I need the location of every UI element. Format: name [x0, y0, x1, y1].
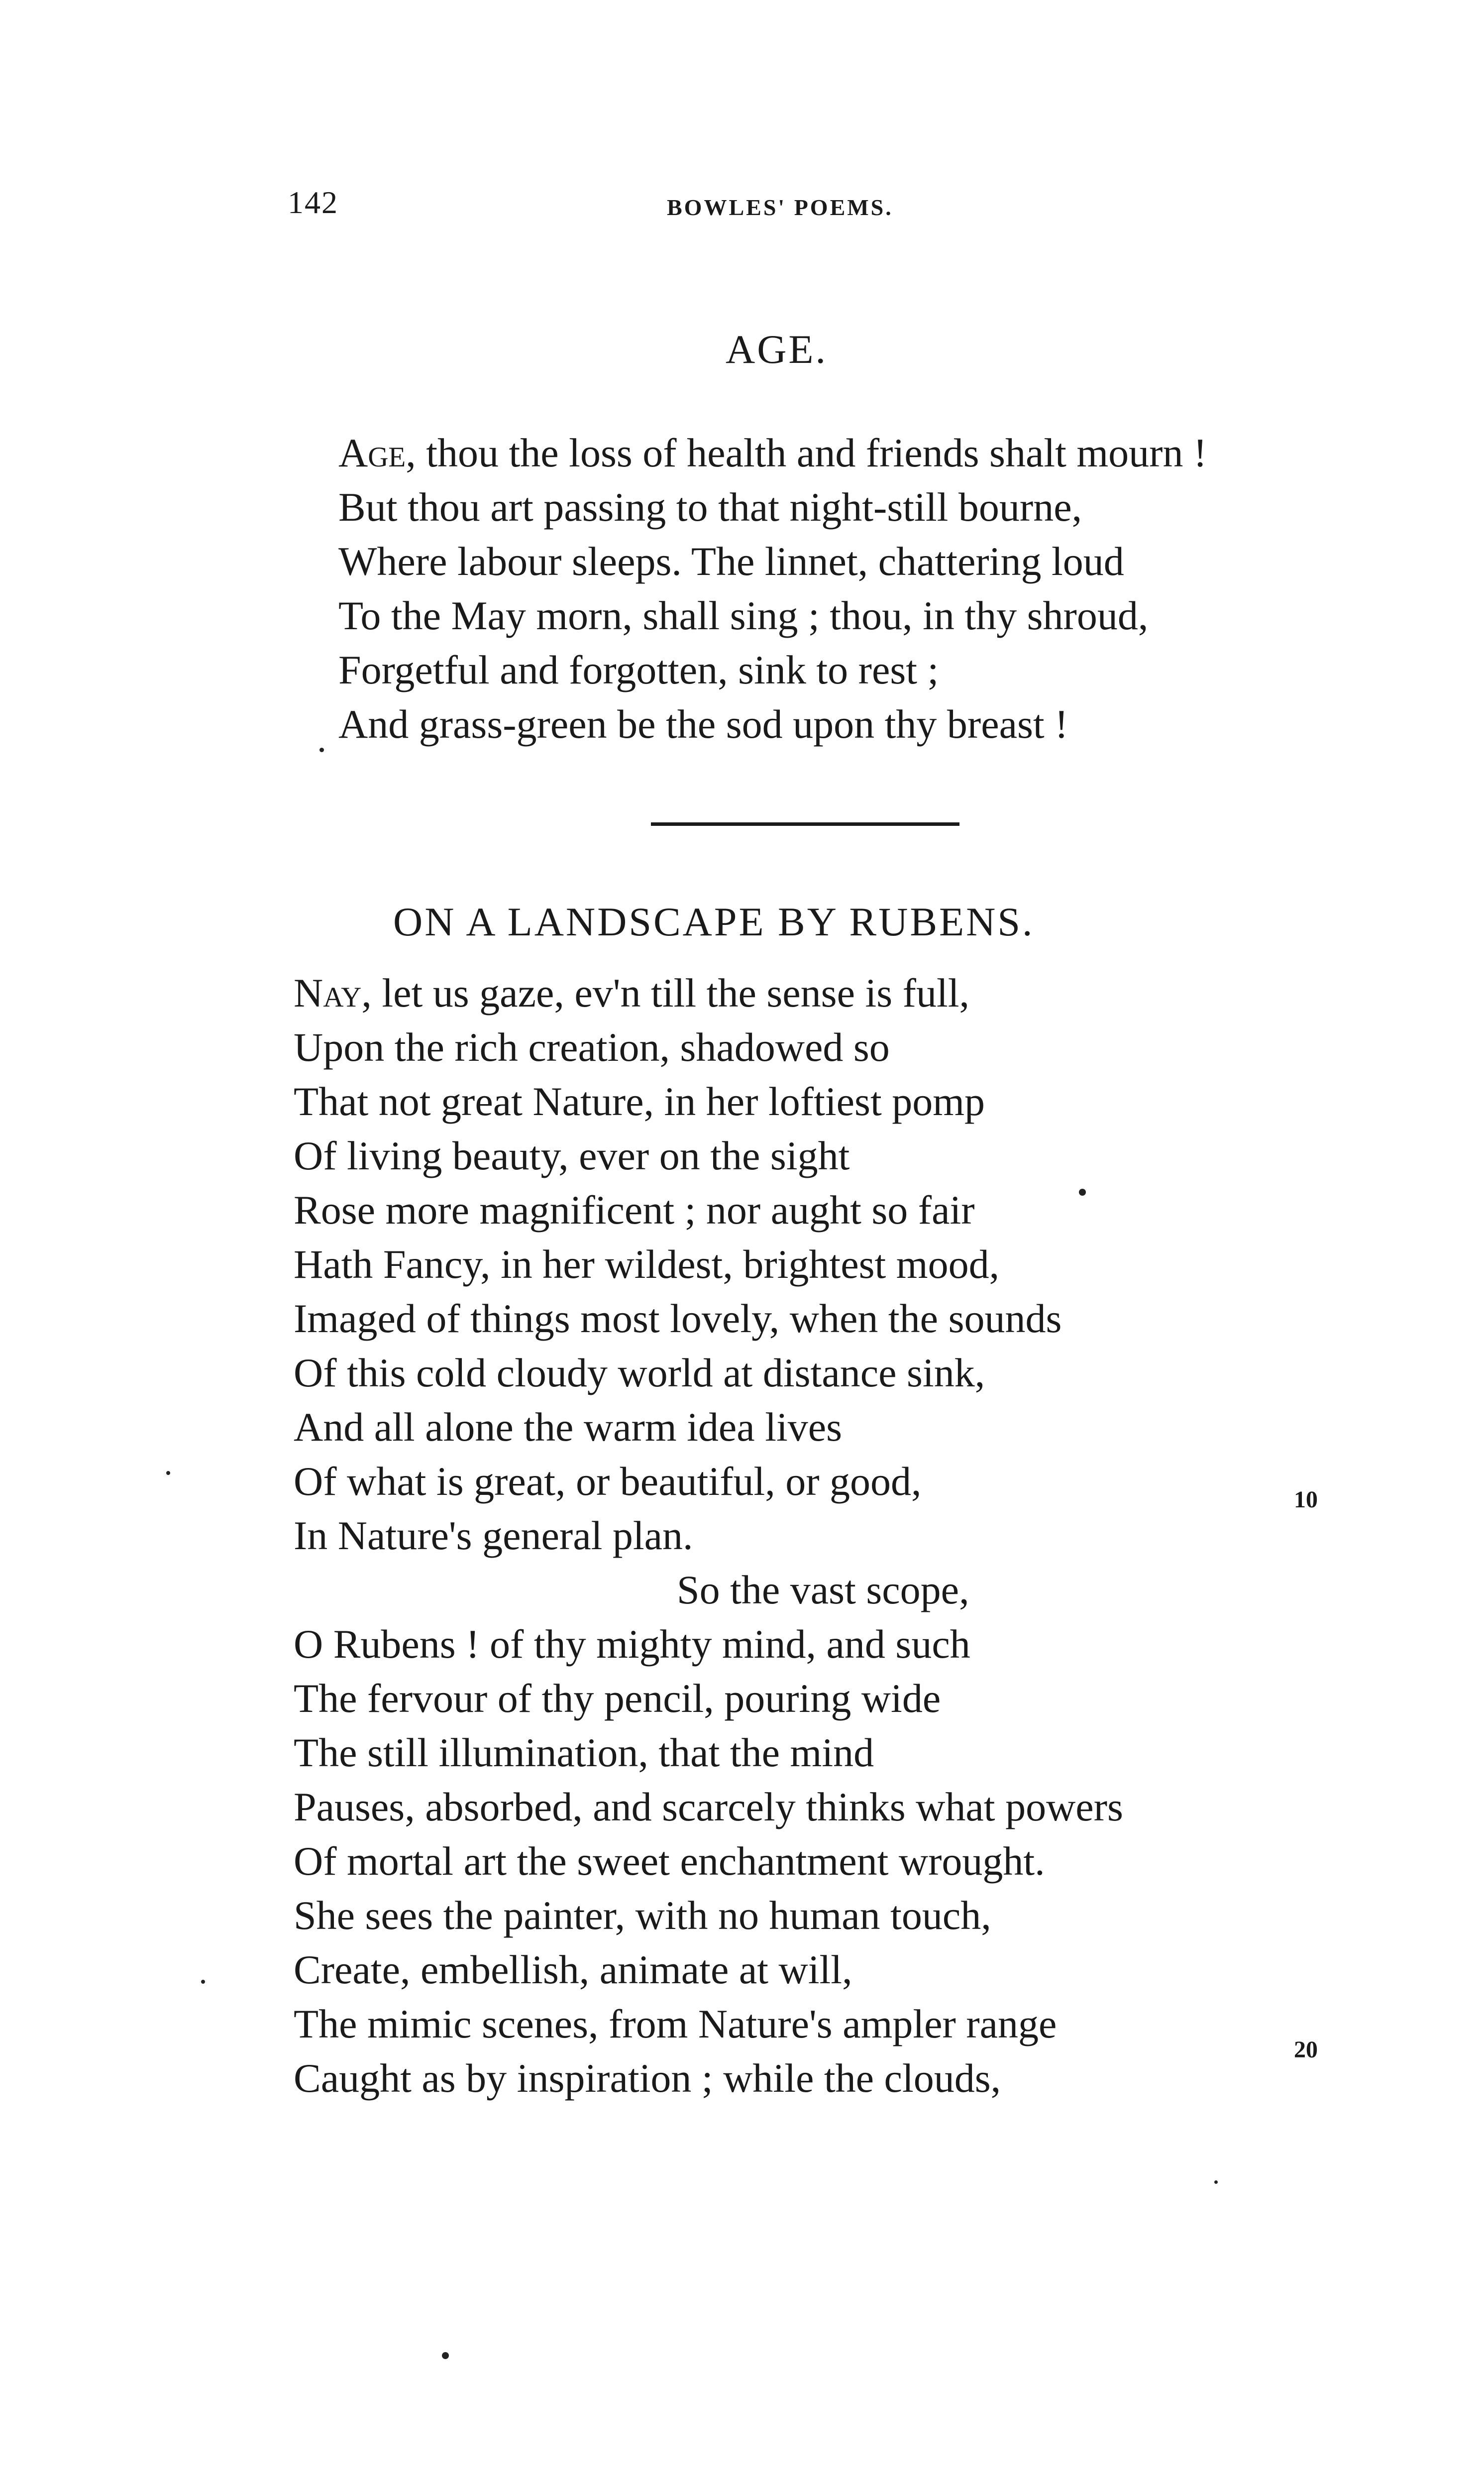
running-title: BOWLES' POEMS. [667, 195, 893, 220]
verse-line-text: , thou the loss of health and friends shalt mourn ! [406, 430, 1207, 475]
verse-line: Of mortal art the sweet enchantment wrought. [294, 1838, 1045, 1884]
speck [201, 1980, 205, 1984]
verse-line: Rose more magnificent ; nor aught so fair [294, 1187, 975, 1233]
poem-title-age: AGE. [726, 327, 828, 372]
verse-line: Of this cold cloudy world at distance sink, [294, 1350, 985, 1395]
verse-line: And grass-green be the sod upon thy breast ! [338, 701, 1068, 747]
verse-line: O Rubens ! of thy mighty mind, and such [294, 1621, 970, 1667]
verse-line: The still illumination, that the mind [294, 1730, 874, 1775]
verse-line: Create, embellish, animate at will, [294, 1947, 852, 1992]
verse-line: That not great Nature, in her loftiest pomp [294, 1079, 985, 1124]
verse-line: But thou art passing to that night-still bourne, [338, 484, 1082, 530]
speck [1214, 2180, 1218, 2184]
verse-line: Forgetful and forgotten, sink to rest ; [338, 647, 939, 692]
speck [319, 748, 324, 752]
verse-line: Hath Fancy, in her wildest, brightest mood, [294, 1242, 1000, 1287]
speck [442, 2352, 449, 2359]
verse-line: To the May morn, shall sing ; thou, in thy shroud, [338, 593, 1149, 638]
verse-first-word: Age [338, 430, 406, 475]
verse-line: Pauses, absorbed, and scarcely thinks what powers [294, 1784, 1123, 1829]
verse-line: So the vast scope, [677, 1567, 969, 1612]
verse-line: Of what is great, or beautiful, or good, [294, 1459, 922, 1504]
speck [1079, 1189, 1086, 1196]
verse-line: The mimic scenes, from Nature's ampler range [294, 2001, 1057, 2046]
verse-first-word: Nay [294, 970, 362, 1016]
verse-line: The fervour of thy pencil, pouring wide [294, 1676, 941, 1721]
verse-line: Where labour sleeps. The linnet, chattering loud [338, 539, 1124, 584]
verse-line-text: , let us gaze, ev'n till the sense is full, [361, 970, 970, 1016]
verse-line: Caught as by inspiration ; while the clouds, [294, 2055, 1001, 2101]
verse-line: And all alone the warm idea lives [294, 1404, 843, 1450]
poem-age-verse [338, 426, 1207, 751]
speck [166, 1471, 170, 1475]
verse-line: In Nature's general plan. [294, 1513, 693, 1558]
poem-title-rubens: ON A LANDSCAPE BY RUBENS. [393, 899, 1035, 944]
line-number-20: 20 [1294, 2036, 1318, 2063]
verse-line [338, 426, 1207, 480]
line-number-10: 10 [1294, 1486, 1318, 1513]
page-number: 142 [288, 185, 338, 220]
verse-line: Imaged of things most lovely, when the sounds [294, 1296, 1062, 1341]
section-divider [651, 822, 959, 826]
verse-line: She sees the painter, with no human touch, [294, 1893, 991, 1938]
verse-line: Upon the rich creation, shadowed so [294, 1024, 890, 1070]
verse-line [294, 966, 1123, 1020]
verse-line: Of living beauty, ever on the sight [294, 1133, 850, 1178]
poem-rubens-verse [294, 966, 1123, 2105]
